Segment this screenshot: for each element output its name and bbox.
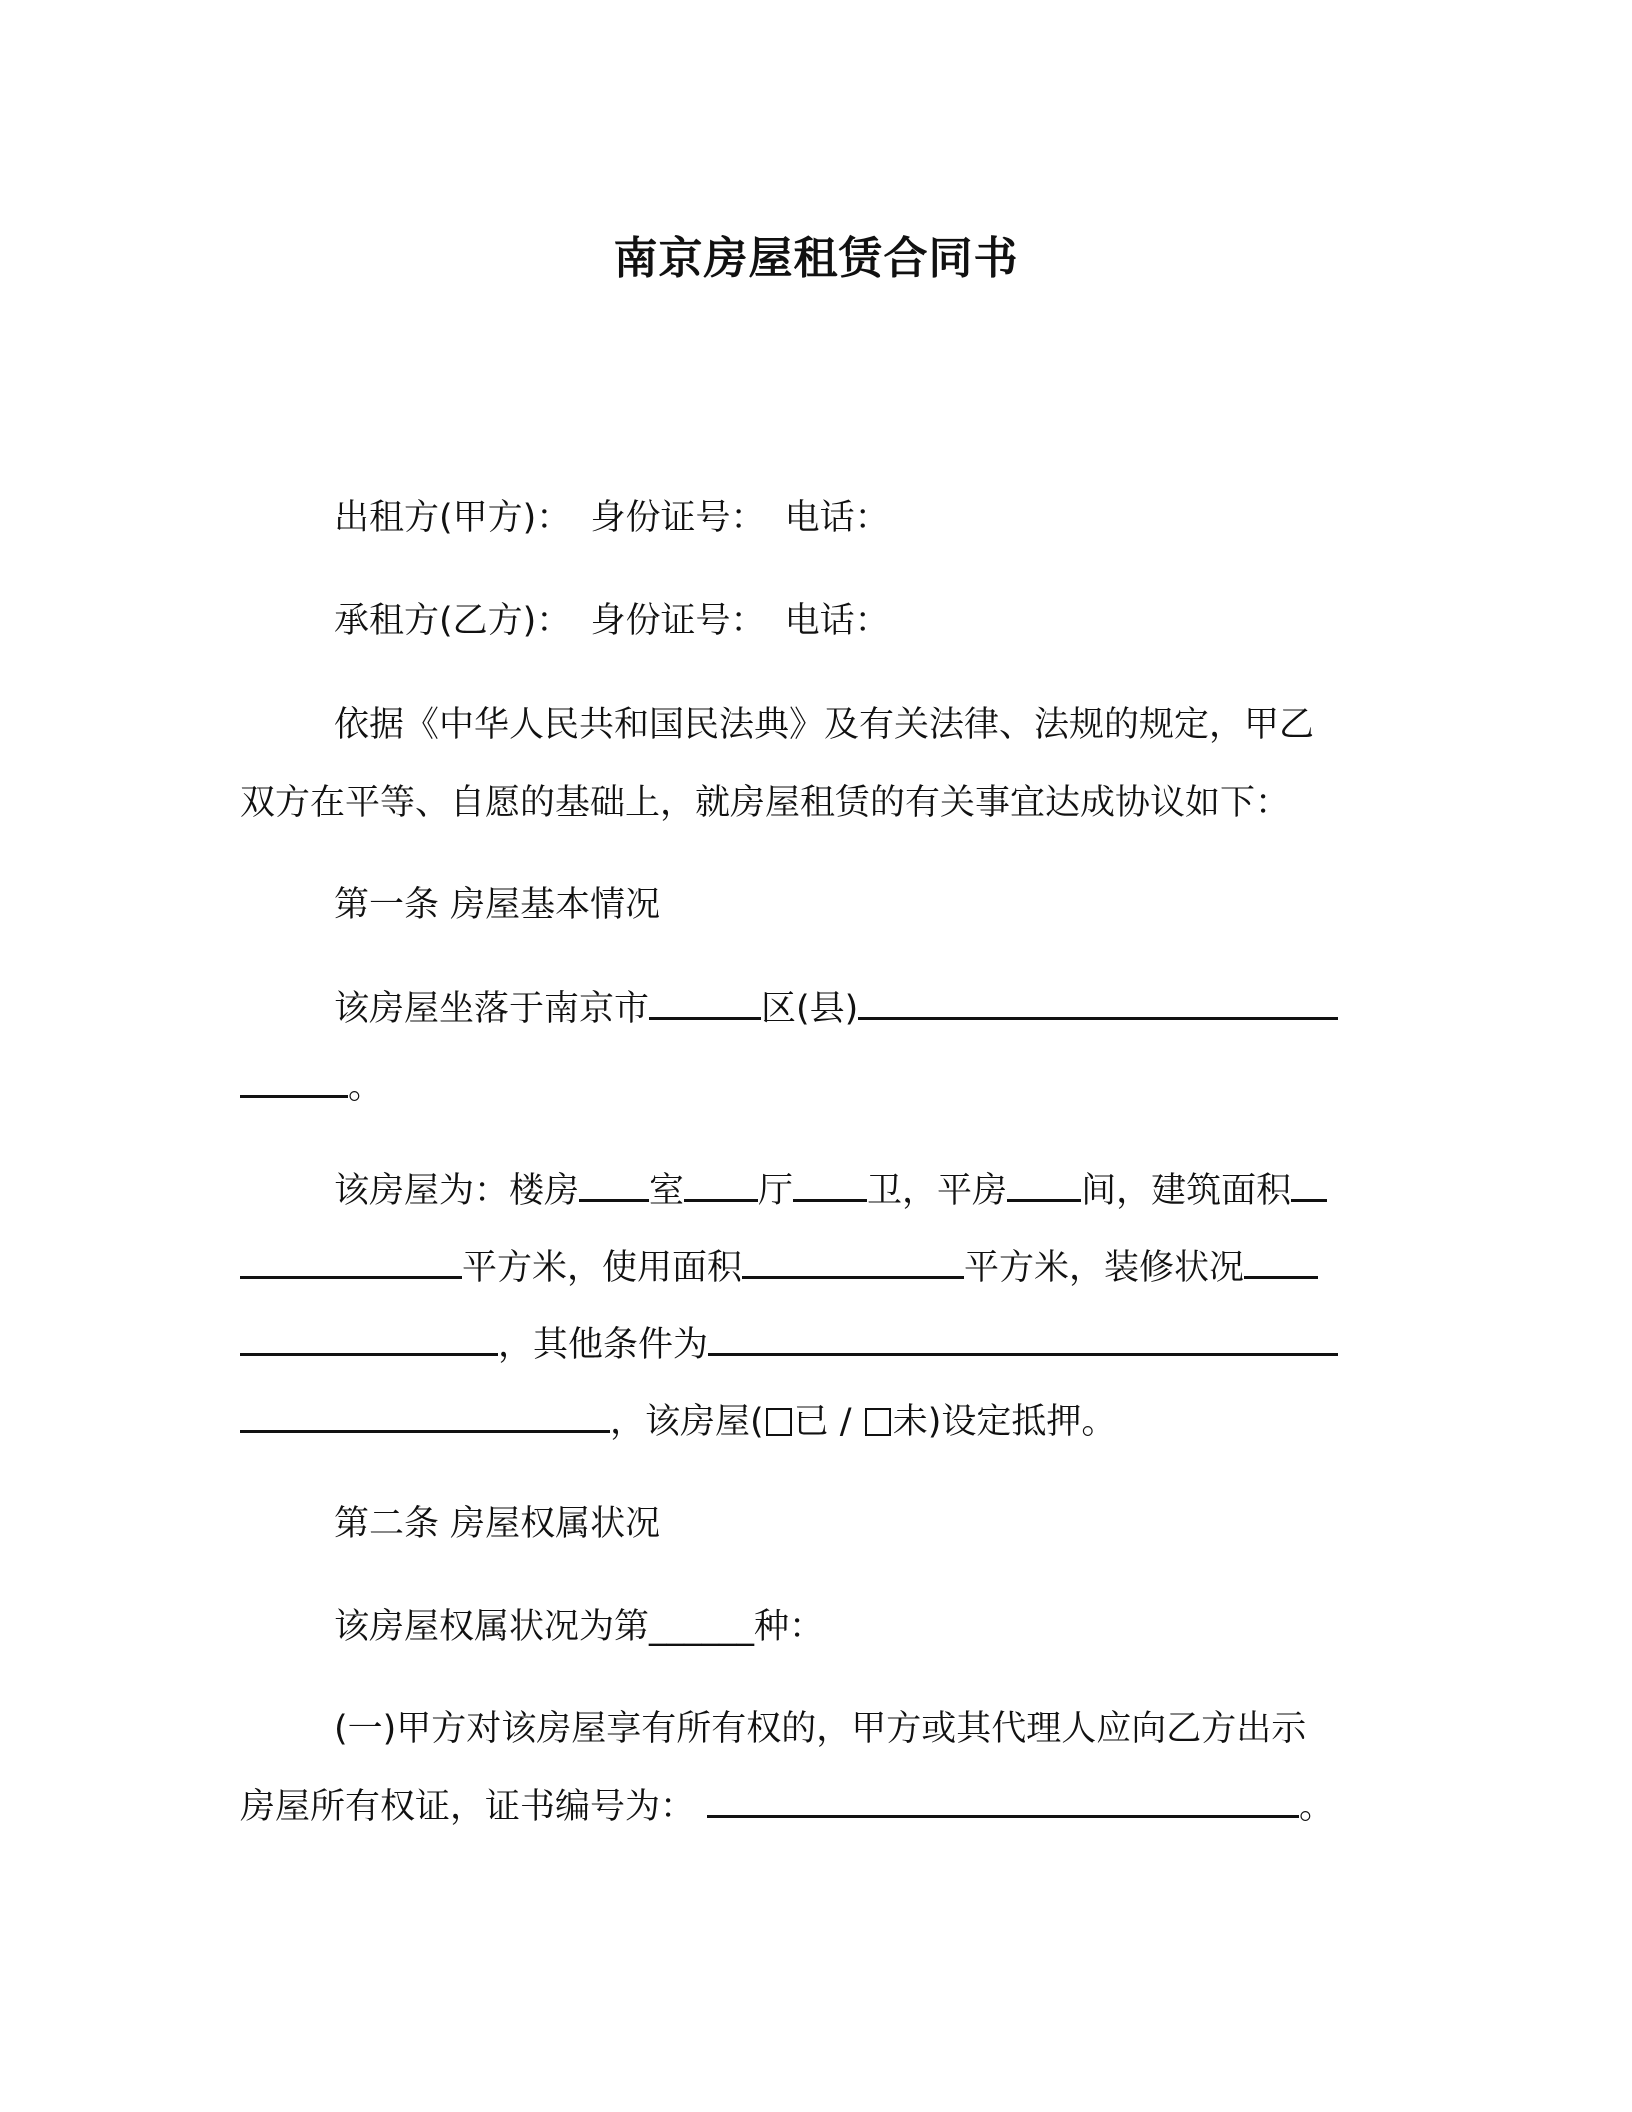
address-blank-cont[interactable] [240,1065,348,1098]
location-period: 。 [348,1067,384,1107]
other-label: ，其他条件为 [498,1325,709,1365]
preamble-line-2: 双方在平等、自愿的基础上，就房屋租赁的有关事宜达成协议如下： [240,783,1291,823]
lessor-id-label: 身份证号： [590,498,766,538]
mortgage-yes-label: 已 / [793,1402,863,1442]
decoration-blank[interactable] [1244,1246,1318,1279]
address-blank[interactable] [858,987,1338,1020]
location-prefix: 该房屋坐落于南京市 [334,989,650,1029]
ownership-type-prefix: 该房屋权属状况为第 [334,1607,650,1647]
certificate-number-blank[interactable] [707,1785,1299,1818]
article1-heading: 第一条 房屋基本情况 [334,885,661,925]
room-label: 室 [649,1171,685,1211]
district-blank[interactable] [649,987,761,1020]
mortgage-no-checkbox[interactable] [865,1408,891,1436]
bungalow-blank[interactable] [1007,1169,1081,1202]
layout-prefix: 该房屋为：楼房 [334,1171,580,1211]
item1-line-2 [240,1785,1632,1829]
mortgage-prefix: ，该房屋( [610,1402,764,1442]
mortgage-no-label: 未)设定抵押。 [892,1402,1117,1442]
hall-label: 厅 [758,1171,794,1211]
use-area-blank[interactable] [742,1246,964,1279]
jian-label: 间，建筑面积 [1081,1171,1292,1211]
item1-line-1: (一)甲方对该房屋享有所有权的，甲方或其代理人应向乙方出示 [334,1709,1307,1749]
location-line-2 [240,1065,1632,1109]
preamble-line-1: 依据《中华人民共和国民法典》及有关法律、法规的规定，甲乙 [334,705,1315,745]
document-title: 南京房屋租赁合同书 [613,233,1019,284]
article2-heading: 第二条 房屋权属状况 [334,1504,661,1544]
bath-blank[interactable] [793,1169,867,1202]
lessee-phone-label: 电话： [784,601,890,641]
bath-label: 卫，平房 [867,1171,1008,1211]
ownership-type-suffix: 种： [754,1607,825,1647]
floor-room-blank[interactable] [579,1169,649,1202]
layout-line-4 [240,1400,1632,1444]
certificate-label: 房屋所有权证，证书编号为： [240,1787,696,1827]
sqm-label-2: 平方米，装修状况 [964,1248,1245,1288]
lessee-id-label: 身份证号： [590,601,766,641]
lessor-phone-label: 电话： [784,498,890,538]
lessee-line [334,599,1632,643]
mortgage-yes-checkbox[interactable] [766,1408,792,1436]
layout-line-1 [334,1169,1632,1213]
ownership-type-line [334,1605,1632,1649]
certificate-period: 。 [1299,1787,1335,1827]
location-district-label: 区(县) [761,989,859,1029]
layout-line-3 [240,1323,1632,1367]
layout-line-2 [240,1246,1632,1290]
lessor-label: 出租方(甲方)： [334,498,572,538]
other-blank[interactable] [708,1323,1338,1356]
sqm-label-1: 平方米，使用面积 [462,1248,743,1288]
hall-blank[interactable] [684,1169,758,1202]
build-area-blank-cont[interactable] [240,1246,462,1279]
lessee-label: 承租方(乙方)： [334,601,572,641]
other-blank-cont[interactable] [240,1400,610,1433]
decoration-blank-cont[interactable] [240,1323,498,1356]
build-area-blank[interactable] [1291,1169,1327,1202]
location-line [334,987,1632,1031]
lessor-line [334,496,1632,540]
ownership-type-blank[interactable]: ______ [649,1607,755,1647]
